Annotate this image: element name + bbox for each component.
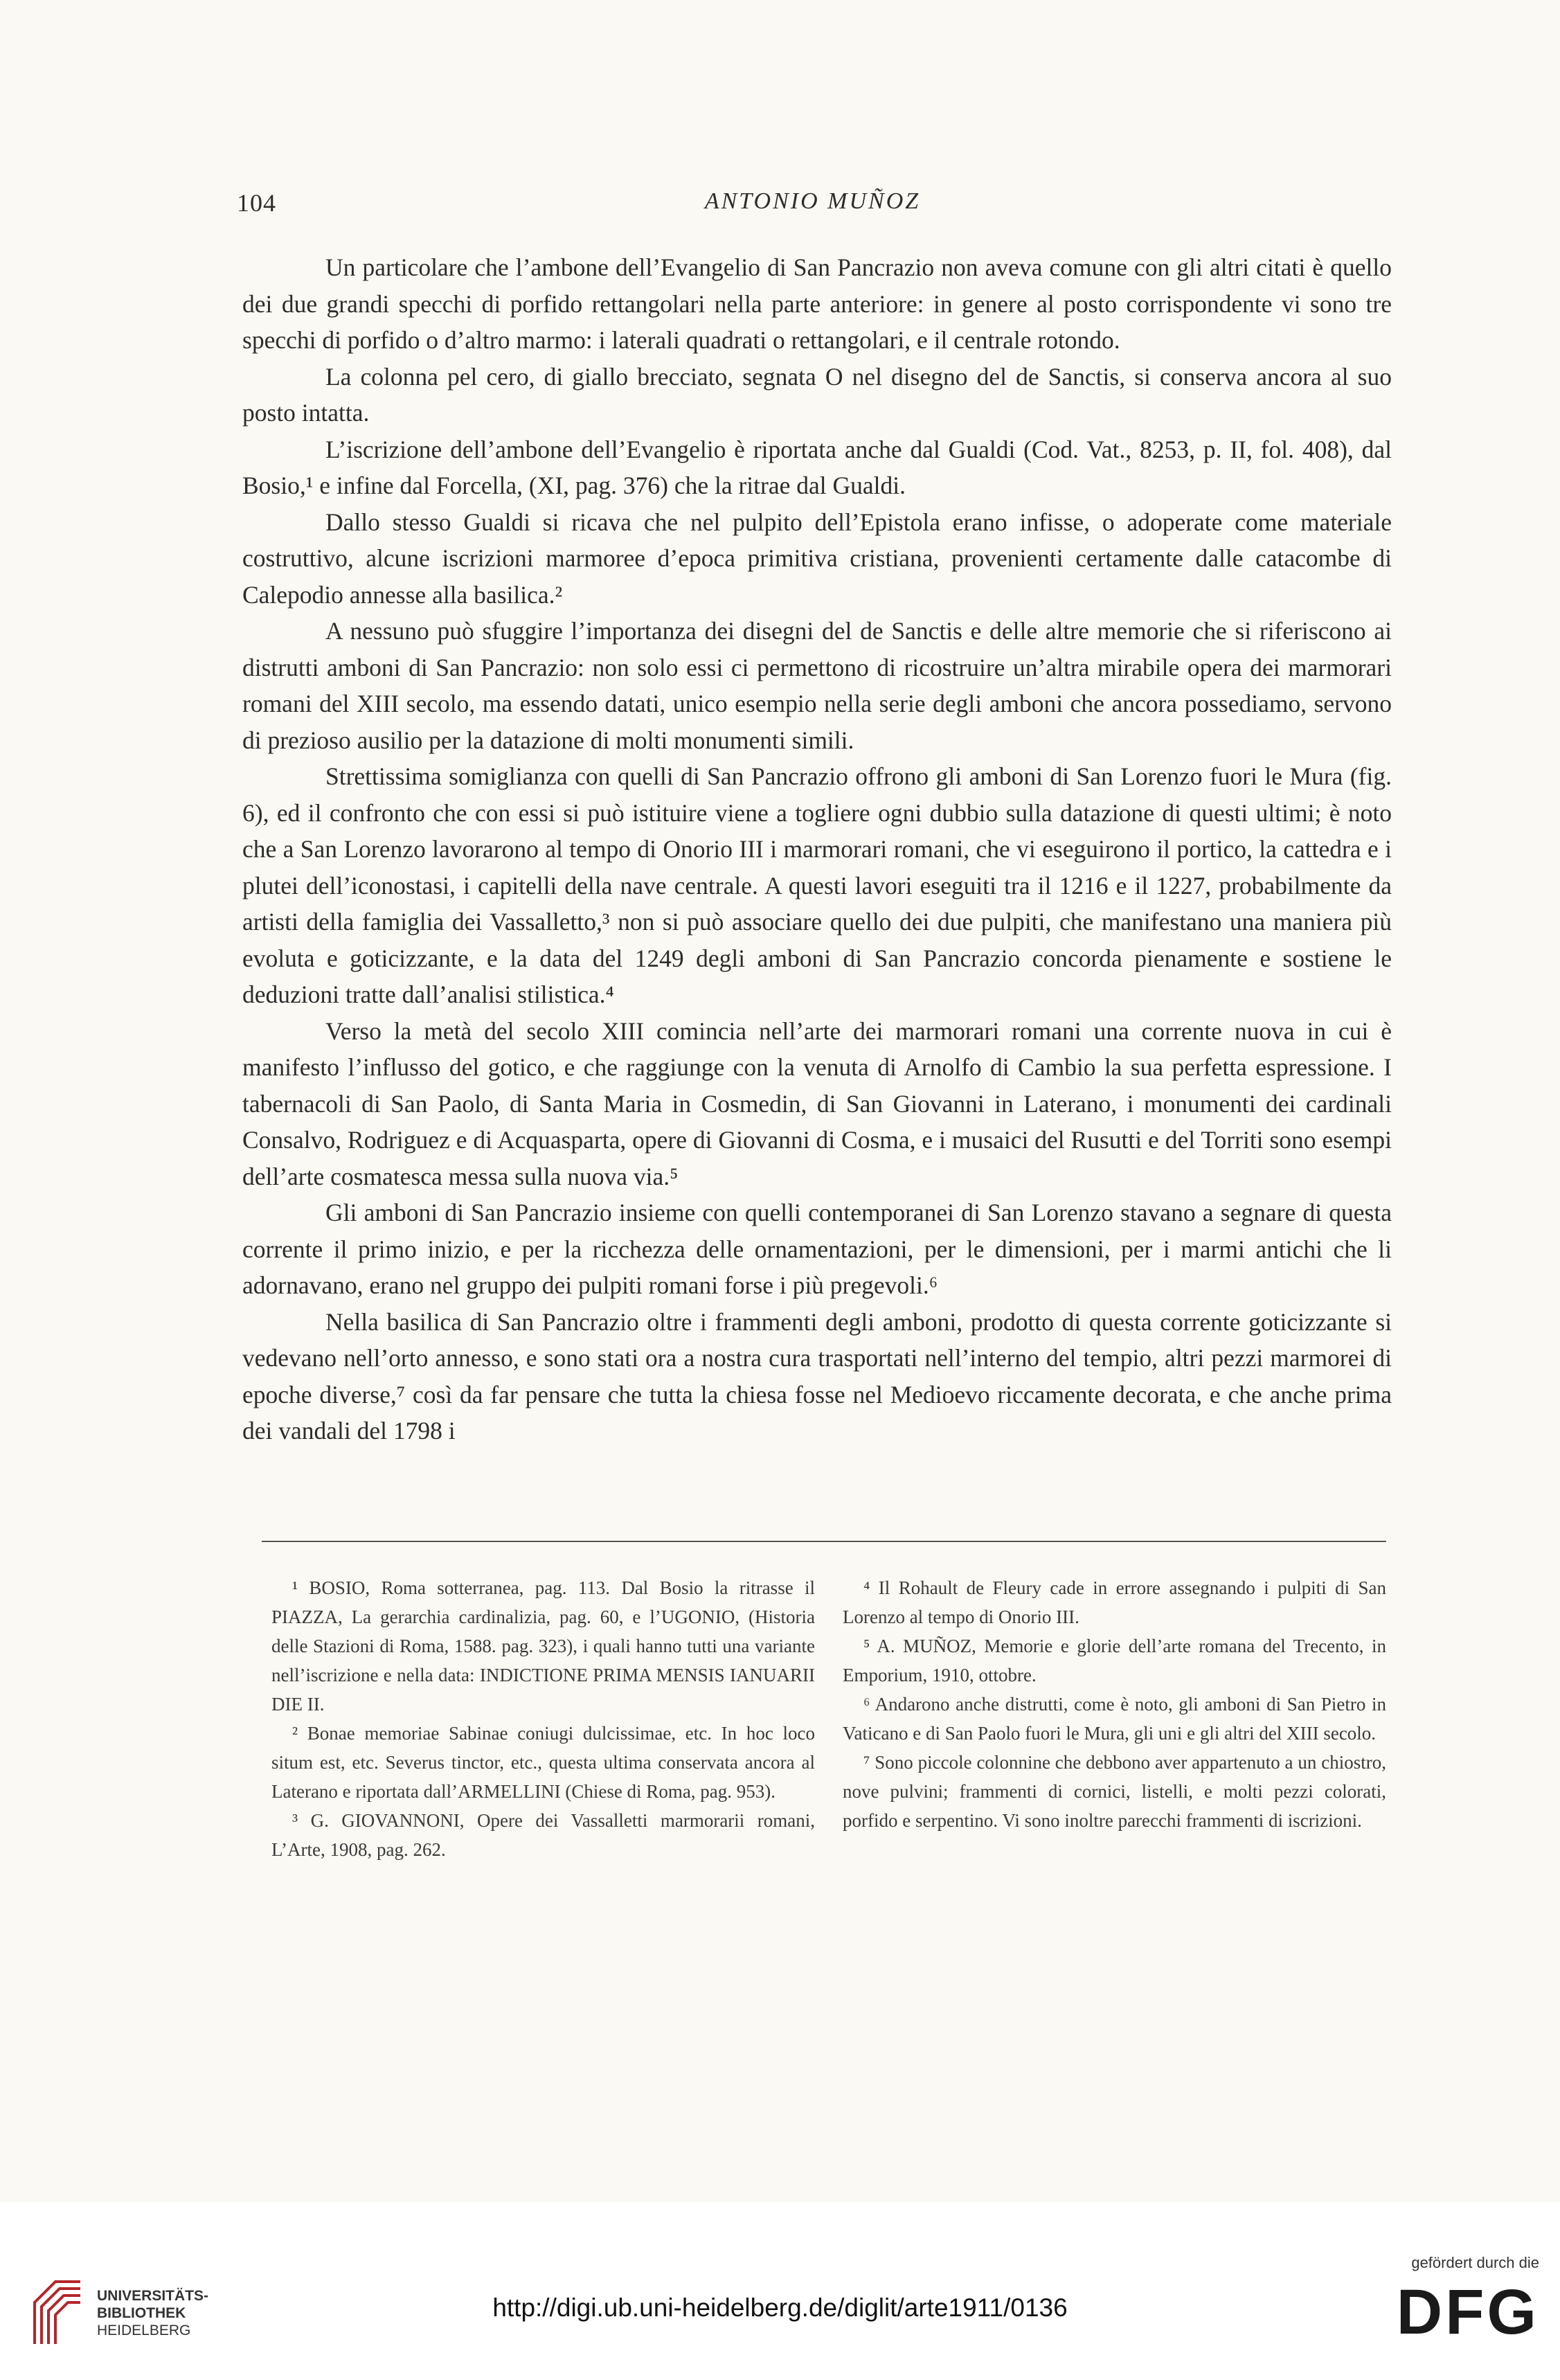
footnote: ⁵ A. MUÑOZ, Memorie e glorie dell’arte romana del Trecento, in Emporium, 1910, ottobre. xyxy=(843,1636,1386,1685)
paragraph: Verso la metà del secolo XIII comincia nell’arte dei marmorari romani una corrente nuova in cui è manifesto l’influsso del gotico, e che raggiunge con la venuta di Arnolfo di Cambio la sua perfetta espressione. I tabernacoli di San Paolo, di Santa Maria in Cosmedin, di San Giovanni in Laterano, i monumenti dei cardinali Consalvo, Rodriguez e di Acquasparta, opere di Giovanni di Cosma, e i musaici del Rusutti e del Torriti sono esempi dell’arte cosmatesca messa sulla nuova via.⁵ xyxy=(242,1017,1392,1190)
paragraph: Gli amboni di San Pancrazio insieme con quelli contemporanei di San Lorenzo stavano a segnare di questa corrente il primo inizio, e per la ricchezza delle ornamentazioni, per le dimensioni, per i marmi antichi che li adornavano, erano nel gruppo dei pulpiti romani forse i più pregevoli.⁶ xyxy=(242,1199,1392,1299)
page-number: 104 xyxy=(237,189,276,217)
footnote: ⁷ Sono piccole colonnine che debbono aver appartenuto a un chiostro, nove pulvini; frammenti di cornici, listelli, e molti pezzi colorati, porfido e serpentino. Vi sono inoltre parecchi frammenti di iscrizioni. xyxy=(843,1752,1386,1831)
footnote: ⁶ Andarono anche distrutti, come è noto, gli amboni di San Pietro in Vaticano e di San Paolo fuori le Mura, gli uni e gli altri del XIII secolo. xyxy=(843,1694,1386,1744)
paragraph: Nella basilica di San Pancrazio oltre i frammenti degli amboni, prodotto di questa corrente goticizzante si vedevano nell’orto annesso, e sono stati ora a nostra cura trasportati nell’interno del tempio, altri pezzi marmorei di epoche diverse,⁷ così da far pensare che tutta la chiesa fosse nel Medioevo riccamente decorata, e che anche prima dei vandali del 1798 i xyxy=(242,1307,1392,1444)
running-head xyxy=(237,188,1388,223)
dfg-logo: DFG xyxy=(1396,2277,1539,2347)
footnote: ³ G. GIOVANNONI, Opere dei Vassalletti marmorarii romani, L’Arte, 1908, pag. 262. xyxy=(271,1810,815,1860)
paragraph: L’iscrizione dell’ambone dell’Evangelio è riportata anche dal Gualdi (Cod. Vat., 8253, p. II, fol. 408), dal Bosio,¹ e infine dal Forcella, (XI, pag. 376) che la ritrae dal Gualdi. xyxy=(242,435,1392,499)
funder-logo[interactable] xyxy=(1373,2254,1539,2365)
footnote: ² Bonae memoriae Sabinae coniugi dulcissimae, etc. In hoc loco situm est, etc. Severus tinctor, etc., questa ultima conservata ancora al Laterano e riportata dall’ARMELLINI (Chiese di Roma, pag. 953). xyxy=(271,1723,815,1802)
footnote: ¹ BOSIO, Roma sotterranea, pag. 113. Dal Bosio la ritrasse il PIAZZA, La gerarchia cardinalizia, pag. 60, e l’UGONIO, (Historia delle Stazioni di Roma, 1588. pag. 323), i quali hanno tutti una variante nell’iscrizione e nella data: INDICTIONE PRIMA MENSIS IANUARII DIE II. xyxy=(271,1577,815,1715)
footnotes-left-column xyxy=(271,1573,815,1864)
footnote-divider xyxy=(262,1541,1386,1542)
body-text xyxy=(242,249,1392,1449)
header-title: ANTONIO MUÑOZ xyxy=(704,188,921,214)
footnotes xyxy=(271,1573,1386,1864)
paragraph: Un particolare che l’ambone dell’Evangelio di San Pancrazio non aveva comune con gli altri citati è quello dei due grandi specchi di porfido rettangolari nella parte anteriore: in genere al posto corrispondente vi sono tre specchi di porfido o d’altro marmo: i laterali quadrati o rettangolari, e il centrale rotondo. xyxy=(242,253,1392,354)
footnote: ⁴ Il Rohault de Fleury cade in errore assegnando i pulpiti di San Lorenzo al tempo di Onorio III. xyxy=(843,1577,1386,1627)
paragraph: Strettissima somiglianza con quelli di San Pancrazio offrono gli amboni di San Lorenzo fuori le Mura (fig. 6), ed il confronto che con essi si può istituire viene a togliere ogni dubbio sulla datazione di questi ultimi; è noto che a San Lorenzo lavorarono al tempo di Onorio III i marmorari romani, che vi eseguirono il portico, la cattedra e i plutei dell’iconostasi, i capitelli della nave centrale. A questi lavori eseguiti tra il 1216 e il 1227, probabilmente da artisti della famiglia dei Vassalletto,³ non si può associare quello dei due pulpiti, che manifestano una maniera più evoluta e goticizzante, e la data del 1249 degli amboni di San Pancrazio concorda pienamente e sostiene le deduzioni tratte dall’analisi stilistica.⁴ xyxy=(242,762,1392,1008)
funder-label: gefördert durch die xyxy=(1411,2254,1539,2271)
viewer-footer xyxy=(0,2202,1560,2380)
library-name: UNIVERSITÄTS- BIBLIOTHEK HEIDELBERG xyxy=(97,2288,209,2338)
paragraph: Dallo stesso Gualdi si ricava che nel pulpito dell’Epistola erano infisse, o adoperate come materiale costruttivo, alcune iscrizioni marmoree d’epoca primitiva cristiana, provenienti certamente dalle catacombe di Calepodio annesse alla basilica.² xyxy=(242,508,1392,609)
paragraph: La colonna pel cero, di giallo brecciato, segnata O nel disegno del de Sanctis, si conserva ancora al suo posto intatta. xyxy=(242,362,1392,427)
footnotes-right-column xyxy=(843,1573,1386,1864)
paragraph: A nessuno può sfuggire l’importanza dei disegni del de Sanctis e delle altre memorie che si riferiscono ai distrutti amboni di San Pancrazio: non solo essi ci permettono di ricostruire un’altra mirabile opera dei marmorari romani del XIII secolo, ma essendo datati, unico esempio nella serie degli amboni che ancora possediamo, servono di prezioso ausilio per la datazione di molti monumenti simili. xyxy=(242,617,1392,754)
page-url-link[interactable]: http://digi.ub.uni-heidelberg.de/diglit/arte1911/0136 xyxy=(492,2293,1068,2322)
